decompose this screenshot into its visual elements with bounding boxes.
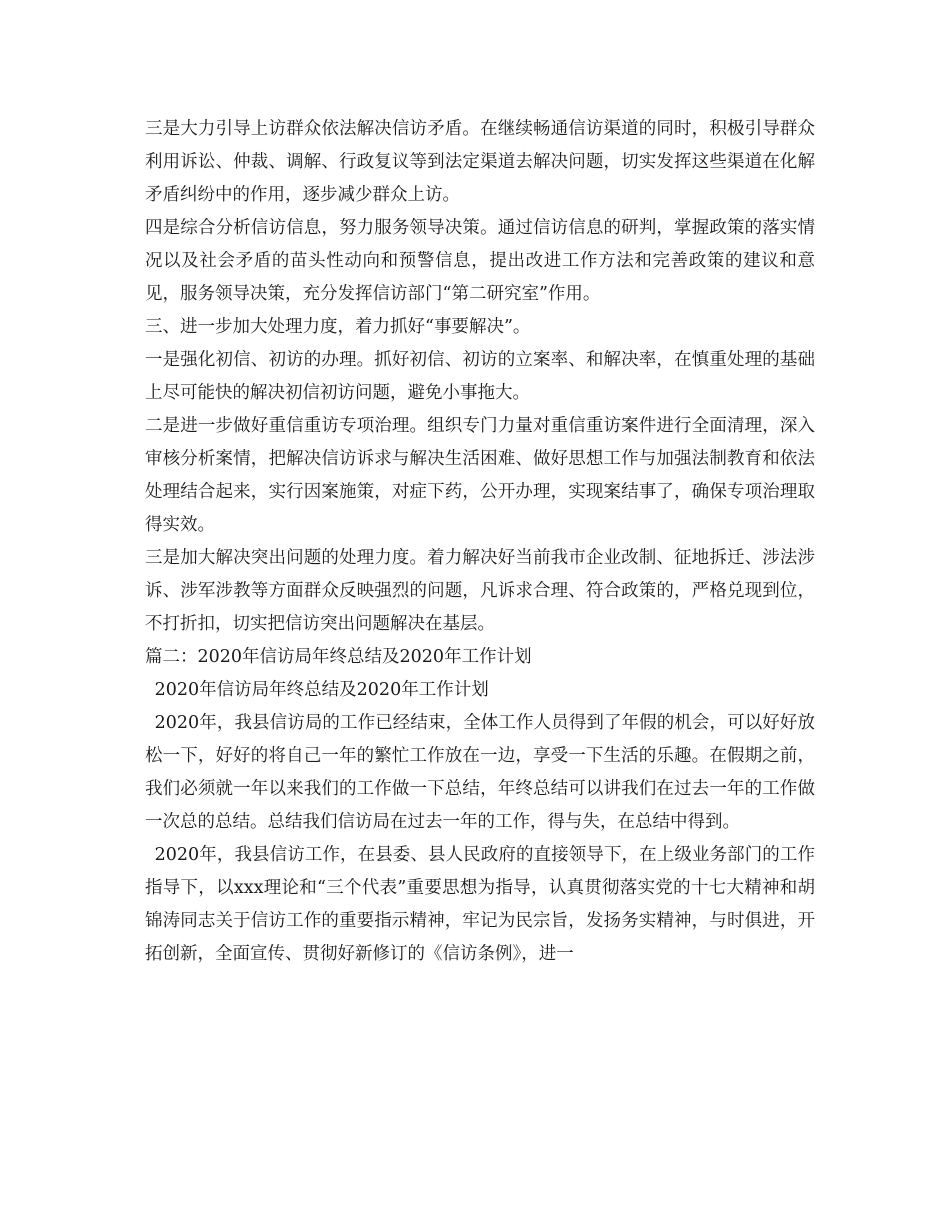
paragraph: 四是综合分析信访信息，努力服务领导决策。通过信访信息的研判，掌握政策的落实情况以及社会矛盾的苗头性动向和预警信息，提出改进工作方法和完善政策的建议和意见，服务领导决策，充分发挥信访部门“第二研究室”作用。 — [145, 218, 815, 304]
paragraph: 二是进一步做好重信重访专项治理。组织专门力量对重信重访案件进行全面清理，深入审核分析案情，把解决信访诉求与解决生活困难、做好思想工作与加强法制教育和依法处理结合起来，实行因案施策，对症下药，公开办理，实现案结事了，确保专项治理取得实效。 — [145, 416, 815, 535]
paragraph: 三是大力引导上访群众依法解决信访矛盾。在继续畅通信访渠道的同时，积极引导群众利用诉讼、仲裁、调解、行政复议等到法定渠道去解决问题，切实发挥这些渠道在化解矛盾纠纷中的作用，逐步减少群众上访。 — [145, 119, 815, 205]
paragraph: 一是强化初信、初访的办理。抓好初信、初访的立案率、和解决率，在慎重处理的基础上尽可能快的解决初信初访问题，避免小事拖大。 — [145, 350, 815, 403]
paragraph: 2020年，我县信访工作，在县委、县人民政府的直接领导下，在上级业务部门的工作指导下，以xxx理论和“三个代表”重要思想为指导，认真贯彻落实党的十七大精神和胡锦涛同志关于信访工作的重要指示精神，牢记为民宗旨，发扬务实精神，与时俱进，开拓创新，全面宣传、贯彻好新修订的《信访条例》，进一 — [145, 845, 815, 964]
document-body — [145, 113, 815, 971]
paragraph: 三是加大解决突出问题的处理力度。着力解决好当前我市企业改制、征地拆迁、涉法涉诉、涉军涉教等方面群众反映强烈的问题，凡诉求合理、符合政策的，严格兑现到位，不打折扣，切实把信访突出问题解决在基层。 — [145, 548, 815, 634]
paragraph: 2020年，我县信访局的工作已经结束，全体工作人员得到了年假的机会，可以好好放松一下，好好的将自己一年的繁忙工作放在一边，享受一下生活的乐趣。在假期之前，我们必须就一年以来我们的工作做一下总结，年终总结可以讲我们在过去一年的工作做一次总的总结。总结我们信访局在过去一年的工作，得与失，在总结中得到。 — [145, 713, 815, 832]
document-title: 2020年信访局年终总结及2020年工作计划 — [154, 680, 489, 700]
chapter-heading: 篇二：2020年信访局年终总结及2020年工作计划 — [145, 647, 532, 667]
section-heading: 三、进一步加大处理力度，着力抓好“事要解决”。 — [145, 317, 531, 337]
